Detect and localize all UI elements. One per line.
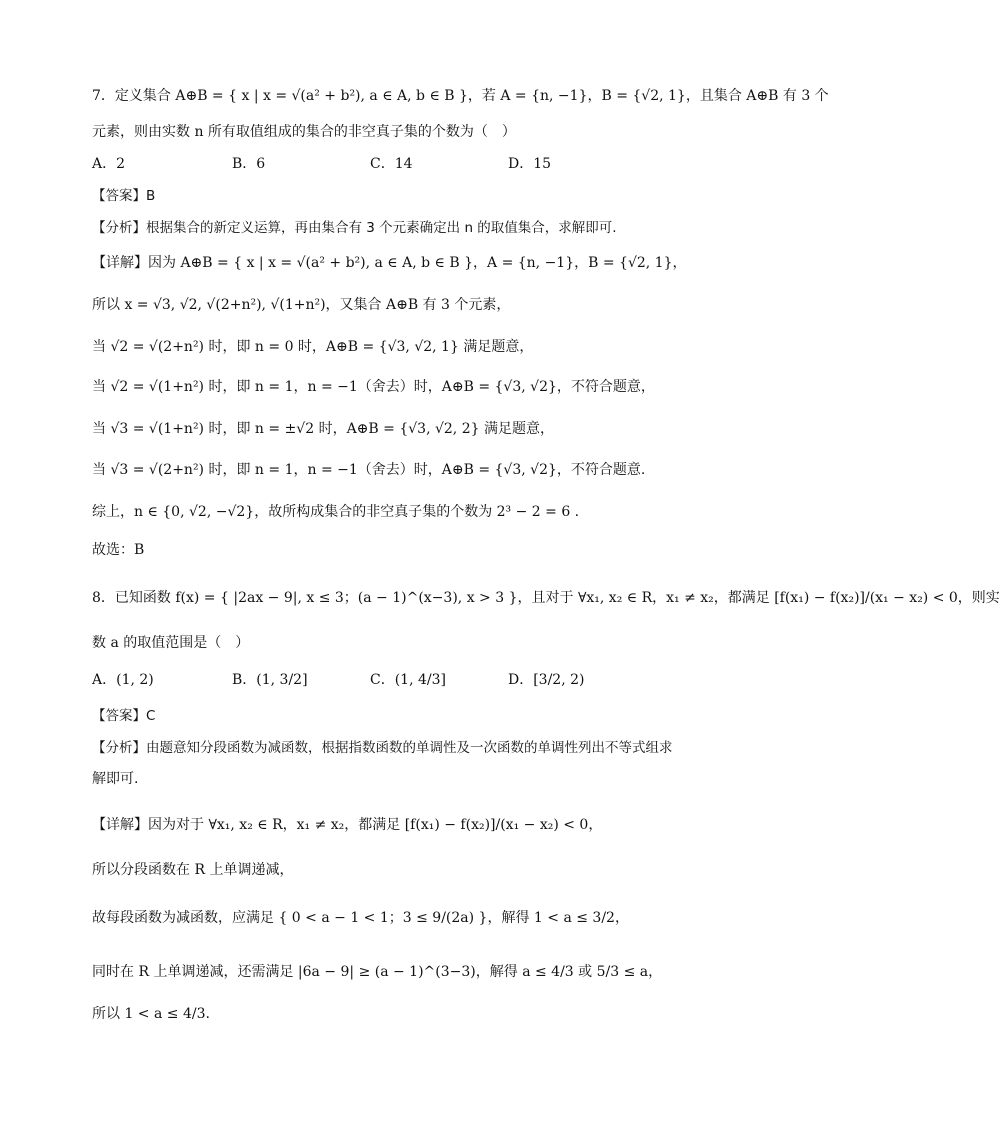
q8-option-d: D．[3/2, 2) xyxy=(508,672,585,688)
q8-option-c: C．(1, 4/3] xyxy=(370,672,446,688)
q7-detail-line: 所以 x = √3, √2, √(2+n²), √(1+n²)，又集合 A⊕B 有 3 个元素， xyxy=(92,297,511,313)
q8-answer: 【答案】C xyxy=(92,708,156,724)
q8-option-a: A．(1, 2) xyxy=(92,672,154,688)
q7-stem-line2: 元素，则由实数 n 所有取值组成的集合的非空真子集的个数为（ ） xyxy=(92,124,516,140)
q8-detail-line: 同时在 R 上单调递减，还需满足 |6a − 9| ≥ (a − 1)^(3−3)，解得 a ≤ 4/3 或 5/3 ≤ a， xyxy=(92,964,663,980)
q7-option-b: B．6 xyxy=(232,156,266,172)
q8-detail-line: 所以 1 < a ≤ 4/3. xyxy=(92,1006,210,1022)
q8-stem-line2: 数 a 的取值范围是（ ） xyxy=(92,635,250,651)
q7-detail-line: 当 √2 = √(1+n²) 时，即 n = 1，n = −1（舍去）时，A⊕B = {√3, √2}，不符合题意， xyxy=(92,379,655,395)
q7-answer: 【答案】B xyxy=(92,188,156,204)
q7-final-choice: 故选：B xyxy=(92,542,145,558)
q7-detail-line: 当 √2 = √(2+n²) 时，即 n = 0 时，A⊕B = {√3, √2, 1} 满足题意， xyxy=(92,339,534,355)
q8-analysis-line2: 解即可. xyxy=(92,771,139,787)
q8-detail-line: 故每段函数为减函数，应满足 { 0 < a − 1 < 1；3 ≤ 9/(2a) }，解得 1 < a ≤ 3/2， xyxy=(92,910,629,926)
q8-analysis-line1: 【分析】由题意知分段函数为减函数，根据指数函数的单调性及一次函数的单调性列出不等式组求 xyxy=(92,740,673,756)
q8-detail-line: 【详解】因为对于 ∀x₁, x₂ ∈ R，x₁ ≠ x₂，都满足 [f(x₁) − f(x₂)]/(x₁ − x₂) < 0， xyxy=(92,817,603,833)
q7-stem-line1: 7．定义集合 A⊕B = { x | x = √(a² + b²), a ∈ A, b ∈ B }，若 A = {n, −1}，B = {√2, 1}，且集合 A⊕B 有 3 个 xyxy=(92,88,829,104)
q8-detail-line: 所以分段函数在 R 上单调递减， xyxy=(92,862,294,878)
q7-detail-line: 综上，n ∈ {0, √2, −√2}，故所构成集合的非空真子集的个数为 2³ − 2 = 6 . xyxy=(92,504,580,520)
q7-detail-line: 当 √3 = √(2+n²) 时，即 n = 1，n = −1（舍去）时，A⊕B = {√3, √2}，不符合题意. xyxy=(92,462,646,478)
q7-option-d: D．15 xyxy=(508,156,552,172)
q7-detail-line: 【详解】因为 A⊕B = { x | x = √(a² + b²), a ∈ A, b ∈ B }，A = {n, −1}，B = {√2, 1}， xyxy=(92,255,687,271)
q8-stem-line1: 8．已知函数 f(x) = { |2ax − 9|, x ≤ 3；(a − 1)^(x−3), x > 3 }，且对于 ∀x₁, x₂ ∈ R，x₁ ≠ x₂，都满足 [f(x₁) − f(x₂)]/(x₁ − x₂) < 0，则实 xyxy=(92,590,1000,606)
q7-option-c: C．14 xyxy=(370,156,413,172)
q8-option-b: B．(1, 3/2] xyxy=(232,672,308,688)
q7-analysis: 【分析】根据集合的新定义运算，再由集合有 3 个元素确定出 n 的取值集合，求解即可. xyxy=(92,220,617,236)
q7-option-a: A．2 xyxy=(92,156,126,172)
q7-detail-line: 当 √3 = √(1+n²) 时，即 n = ±√2 时，A⊕B = {√3, √2, 2} 满足题意， xyxy=(92,421,554,437)
